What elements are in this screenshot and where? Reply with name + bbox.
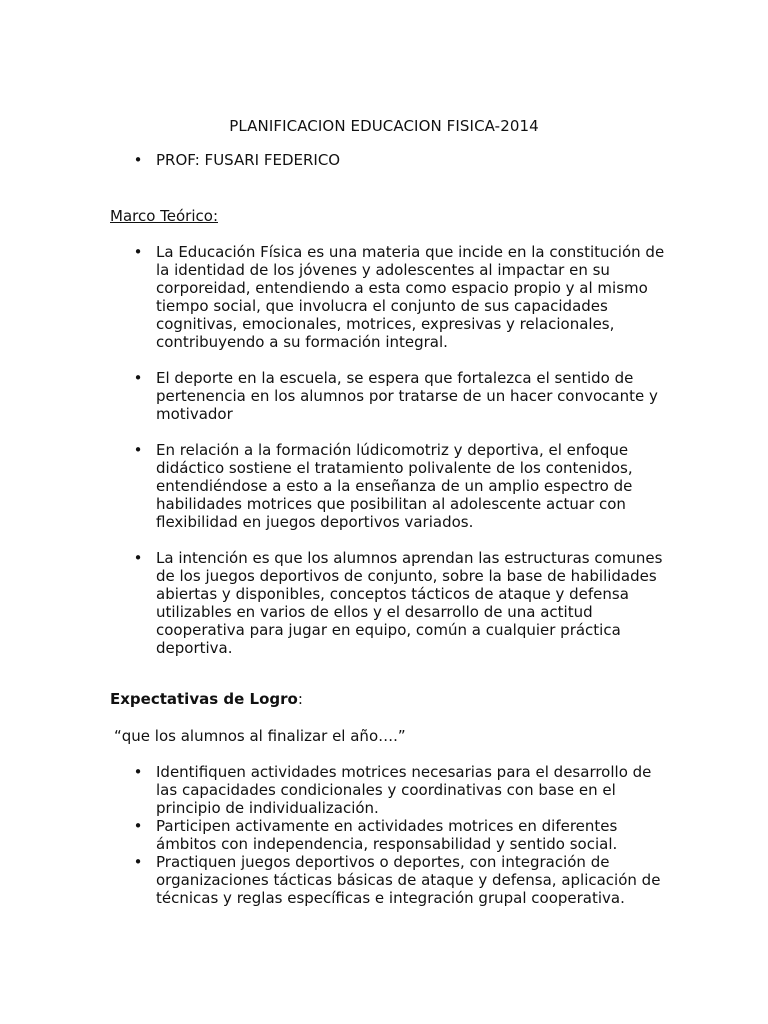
expectativas-heading-text: Expectativas de Logro: [110, 690, 298, 708]
bullet-icon: •: [133, 817, 143, 835]
list-item-text: En relación a la formación lúdicomotriz y deportiva, el enfoque didáctico sostiene el tratamiento polivalente de los contenidos, entendiéndose a esto a la enseñanza de un amplio espectro de habilidades motrices que posibilitan al adolescente actuar con flexibilidad en juegos deportivos variados.: [156, 441, 633, 531]
list-item-text: Identifiquen actividades motrices necesarias para el desarrollo de las capacidades condicionales y coordinativas con base en el principio de individualización.: [156, 763, 652, 817]
expectativas-quote: “que los alumnos al finalizar el año….”: [114, 727, 406, 745]
bullet-icon: •: [133, 243, 143, 261]
list-item: [132, 549, 672, 657]
list-item: [132, 817, 672, 853]
expectativas-list: [132, 763, 672, 907]
professor-name: PROF: FUSARI FEDERICO: [156, 151, 341, 169]
bullet-icon: •: [133, 441, 143, 459]
list-item: [132, 763, 672, 817]
document-title: PLANIFICACION EDUCACION FISICA-2014: [229, 117, 539, 135]
list-item-text: Participen activamente en actividades motrices en diferentes ámbitos con independencia, responsabilidad y sentido social.: [156, 817, 618, 853]
expectativas-heading-colon: :: [297, 690, 303, 708]
marco-teorico-heading: Marco Teórico:: [110, 207, 218, 225]
bullet-icon: •: [133, 853, 143, 871]
bullet-icon: •: [133, 549, 143, 567]
list-item: [132, 369, 672, 423]
list-item-text: Practiquen juegos deportivos o deportes, con integración de organizaciones tácticas básicas de ataque y defensa, aplicación de técnicas y reglas específicas e integración grupal cooperativa.: [156, 853, 661, 907]
marco-teorico-list: [132, 243, 672, 675]
list-item-text: La Educación Física es una materia que incide en la constitución de la identidad de los jóvenes y adolescentes al impactar en su corporeidad, entendiendo a esta como espacio propio y al mismo tiempo social, que involucra el conjunto de sus capacidades cognitivas, emocionales, motrices, expresivas y relacionales, contribuyendo a su formación integral.: [156, 243, 665, 351]
list-item: [132, 243, 672, 351]
professor-list: [132, 151, 340, 169]
list-item-text: El deporte en la escuela, se espera que fortalezca el sentido de pertenencia en los alumnos por tratarse de un hacer convocante y motivador: [156, 369, 658, 423]
bullet-icon: •: [133, 151, 143, 169]
expectativas-heading: [110, 690, 303, 708]
list-item: [132, 853, 672, 907]
list-item-text: La intención es que los alumnos aprendan las estructuras comunes de los juegos deportivos de conjunto, sobre la base de habilidades abiertas y disponibles, conceptos tácticos de ataque y defensa utilizables en varios de ellos y el desarrollo de una actitud cooperativa para jugar en equipo, común a cualquier práctica deportiva.: [156, 549, 663, 657]
bullet-icon: •: [133, 763, 143, 781]
professor-item: [132, 151, 340, 169]
bullet-icon: •: [133, 369, 143, 387]
list-item: [132, 441, 672, 531]
